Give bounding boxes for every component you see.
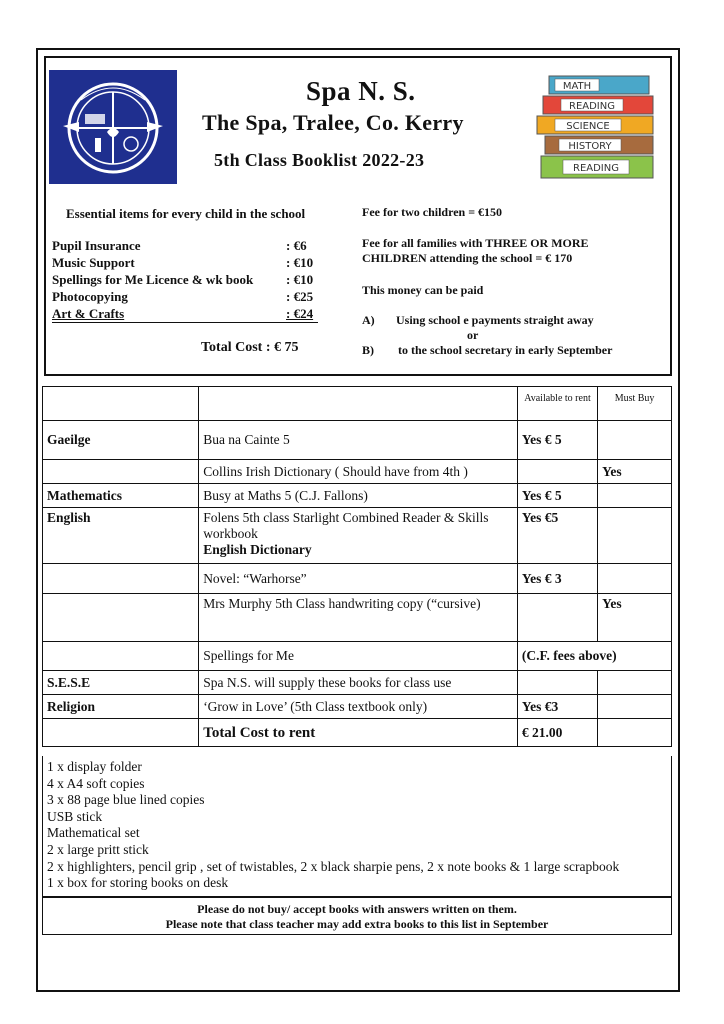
list-item: 2 x highlighters, pencil grip , set of twistables, 2 x black sharpie pens, 2 x note books & 1 large scrapbook [47,858,620,874]
book-label: HISTORY [568,141,612,152]
list-item: Mathematical set [47,825,140,841]
payment-or: or [467,328,479,342]
table-row [43,671,672,695]
list-item: 1 x box for storing books on desk [47,875,229,891]
book-cell: Collins Irish Dictionary ( Should have from 4th ) [199,460,518,484]
table-row [43,508,672,564]
payment-option-b: to the school secretary in early September [398,343,613,357]
list-item: 4 x A4 soft copies [47,775,145,791]
book-cell: Spa N.S. will supply these books for class use [199,671,518,695]
notice-box [42,897,672,935]
rent-cell [517,671,597,695]
rent-span-cell: (C.F. fees above) [517,642,671,671]
payment-option-a-letter: A) [362,313,375,327]
header-must-buy: Must Buy [598,387,672,421]
essential-item-cost: : €10 [286,255,314,270]
books-stack-image [535,72,663,184]
book-label: READING [573,163,619,174]
table-row [43,460,672,484]
essential-item-label: Art & Crafts [52,306,125,321]
buy-cell [598,695,672,719]
total-buy-cell [598,719,672,747]
subject-cell: Mathematics [43,484,199,508]
school-name: Spa N. S. [306,76,416,106]
essential-item-cost: : €25 [286,289,314,304]
header-cell [43,387,199,421]
essential-item-cost: : €10 [286,272,314,287]
book-cell: Bua na Cainte 5 [199,421,518,460]
book-cell: Busy at Maths 5 (C.J. Fallons) [199,484,518,508]
table-row [43,642,672,671]
subject-cell [43,460,199,484]
book-cell: Novel: “Warhorse” [199,564,518,594]
subject-cell [43,642,199,671]
rent-cell: Yes € 3 [517,564,597,594]
header-available-to-rent: Available to rent [517,387,597,421]
table-row [43,421,672,460]
book-cell: Spellings for Me [199,642,518,671]
total-value: € 21.00 [517,719,597,747]
book-cell: ‘Grow in Love’ (5th Class textbook only) [199,695,518,719]
table-row [43,564,672,594]
booklist-title: 5th Class Booklist 2022-23 [214,150,425,170]
subject-cell: Religion [43,695,199,719]
payment-intro: This money can be paid [362,283,484,297]
fee-three-more-line1: Fee for all families with THREE OR MORE [362,236,589,250]
table-header-row [43,387,672,421]
book-label: SCIENCE [566,121,610,132]
essential-item-cost: : €6 [286,238,307,253]
rent-cell: Yes € 5 [517,484,597,508]
fee-two-children: Fee for two children = €150 [362,205,503,219]
stationery-list [42,756,672,897]
buy-cell [598,421,672,460]
fee-three-more-line2: CHILDREN attending the school = € 170 [362,251,573,265]
table-total-row [43,719,672,747]
school-address: The Spa, Tralee, Co. Kerry [202,110,464,135]
buy-cell: Yes [598,460,672,484]
list-item: 3 x 88 page blue lined copies [47,792,205,808]
notice-line: Please do not buy/ accept books with answers written on them. [197,902,517,916]
total-label: Total Cost to rent [199,719,518,747]
essentials-divider [52,322,318,323]
book-label: READING [569,101,615,112]
essential-item-label: Pupil Insurance [52,238,141,253]
rent-cell [517,594,597,642]
table-row [43,695,672,719]
book-label: MATH [562,81,592,92]
rent-cell: Yes €3 [517,695,597,719]
subject-cell: Gaeilge [43,421,199,460]
book-extra: English Dictionary [203,542,312,557]
payment-option-b-letter: B) [362,343,374,357]
booklist-table [42,386,672,747]
essential-item-cost: : €24 [286,306,314,321]
subject-cell: S.E.S.E [43,671,199,695]
header-cell [199,387,518,421]
book-cell [199,508,518,564]
essentials-heading: Essential items for every child in the school [66,206,306,221]
book-cell: Mrs Murphy 5th Class handwriting copy (“cursive) [199,594,518,642]
rent-cell: Yes € 5 [517,421,597,460]
subject-cell [43,564,199,594]
buy-cell [598,508,672,564]
buy-cell [598,564,672,594]
table-row [43,594,672,642]
buy-cell [598,671,672,695]
table-row [43,484,672,508]
buy-cell: Yes [598,594,672,642]
payment-option-a: Using school e payments straight away [396,313,594,327]
essentials-total: Total Cost : € 75 [201,340,299,355]
notice-line: Please note that class teacher may add extra books to this list in September [165,917,549,931]
essential-item-label: Music Support [52,255,135,270]
total-empty-cell [43,719,199,747]
list-item: USB stick [47,808,103,824]
essential-item-label: Photocopying [52,289,128,304]
rent-cell: Yes €5 [517,508,597,564]
list-item: 2 x large pritt stick [47,841,149,857]
subject-cell: English [43,508,199,564]
rent-cell [517,460,597,484]
subject-cell [43,594,199,642]
essential-item-label: Spellings for Me Licence & wk book [52,272,254,287]
list-item: 1 x display folder [47,759,142,774]
buy-cell [598,484,672,508]
book-title: Folens 5th class Starlight Combined Reader & Skills workbook [203,510,489,541]
school-crest-logo [49,70,177,184]
